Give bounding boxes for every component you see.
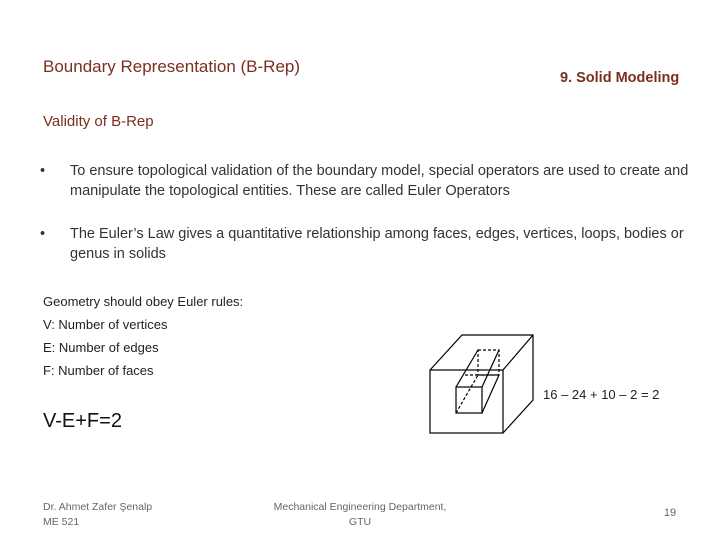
chapter-label: 9. Solid Modeling bbox=[560, 70, 680, 86]
bullet-item bbox=[40, 224, 690, 264]
cube-back-edges bbox=[430, 335, 533, 433]
euler-rules bbox=[43, 290, 243, 382]
hole-back-face-hidden bbox=[478, 350, 499, 375]
bullet-text: To ensure topological validation of the boundary model, special operators are used to create and manipulate the topological entities. These are called Euler Operators bbox=[70, 163, 689, 199]
bullet-marker: • bbox=[40, 163, 46, 179]
cube-with-hole-diagram bbox=[425, 330, 535, 436]
footer-institution-block bbox=[260, 500, 460, 530]
footer-department: Mechanical Engineering Department, bbox=[273, 501, 447, 513]
rule-item: E: Number of edges bbox=[43, 340, 159, 355]
footer-author-block bbox=[43, 500, 152, 530]
euler-example-equation: 16 – 24 + 10 – 2 = 2 bbox=[543, 387, 660, 402]
cube-front-face bbox=[430, 370, 503, 433]
rule-item: F: Number of faces bbox=[43, 363, 154, 378]
footer-author: Dr. Ahmet Zafer Şenalp bbox=[43, 501, 153, 513]
bullet-marker: • bbox=[40, 226, 46, 242]
slide-title: Boundary Representation (B-Rep) bbox=[43, 57, 301, 76]
footer-university: GTU bbox=[348, 516, 372, 528]
rules-heading: Geometry should obey Euler rules: bbox=[43, 294, 244, 309]
bullet-item bbox=[40, 161, 690, 201]
euler-formula: V-E+F=2 bbox=[43, 410, 122, 432]
bullet-text: The Euler’s Law gives a quantitative relationship among faces, edges, vertices, loops, bodies or genus in solids bbox=[70, 226, 684, 262]
cube-top-right-edge bbox=[503, 335, 533, 370]
page-number: 19 bbox=[663, 507, 677, 519]
footer-course: ME 521 bbox=[43, 516, 80, 528]
section-subheading: Validity of B-Rep bbox=[43, 113, 154, 130]
rule-item: V: Number of vertices bbox=[43, 317, 168, 332]
